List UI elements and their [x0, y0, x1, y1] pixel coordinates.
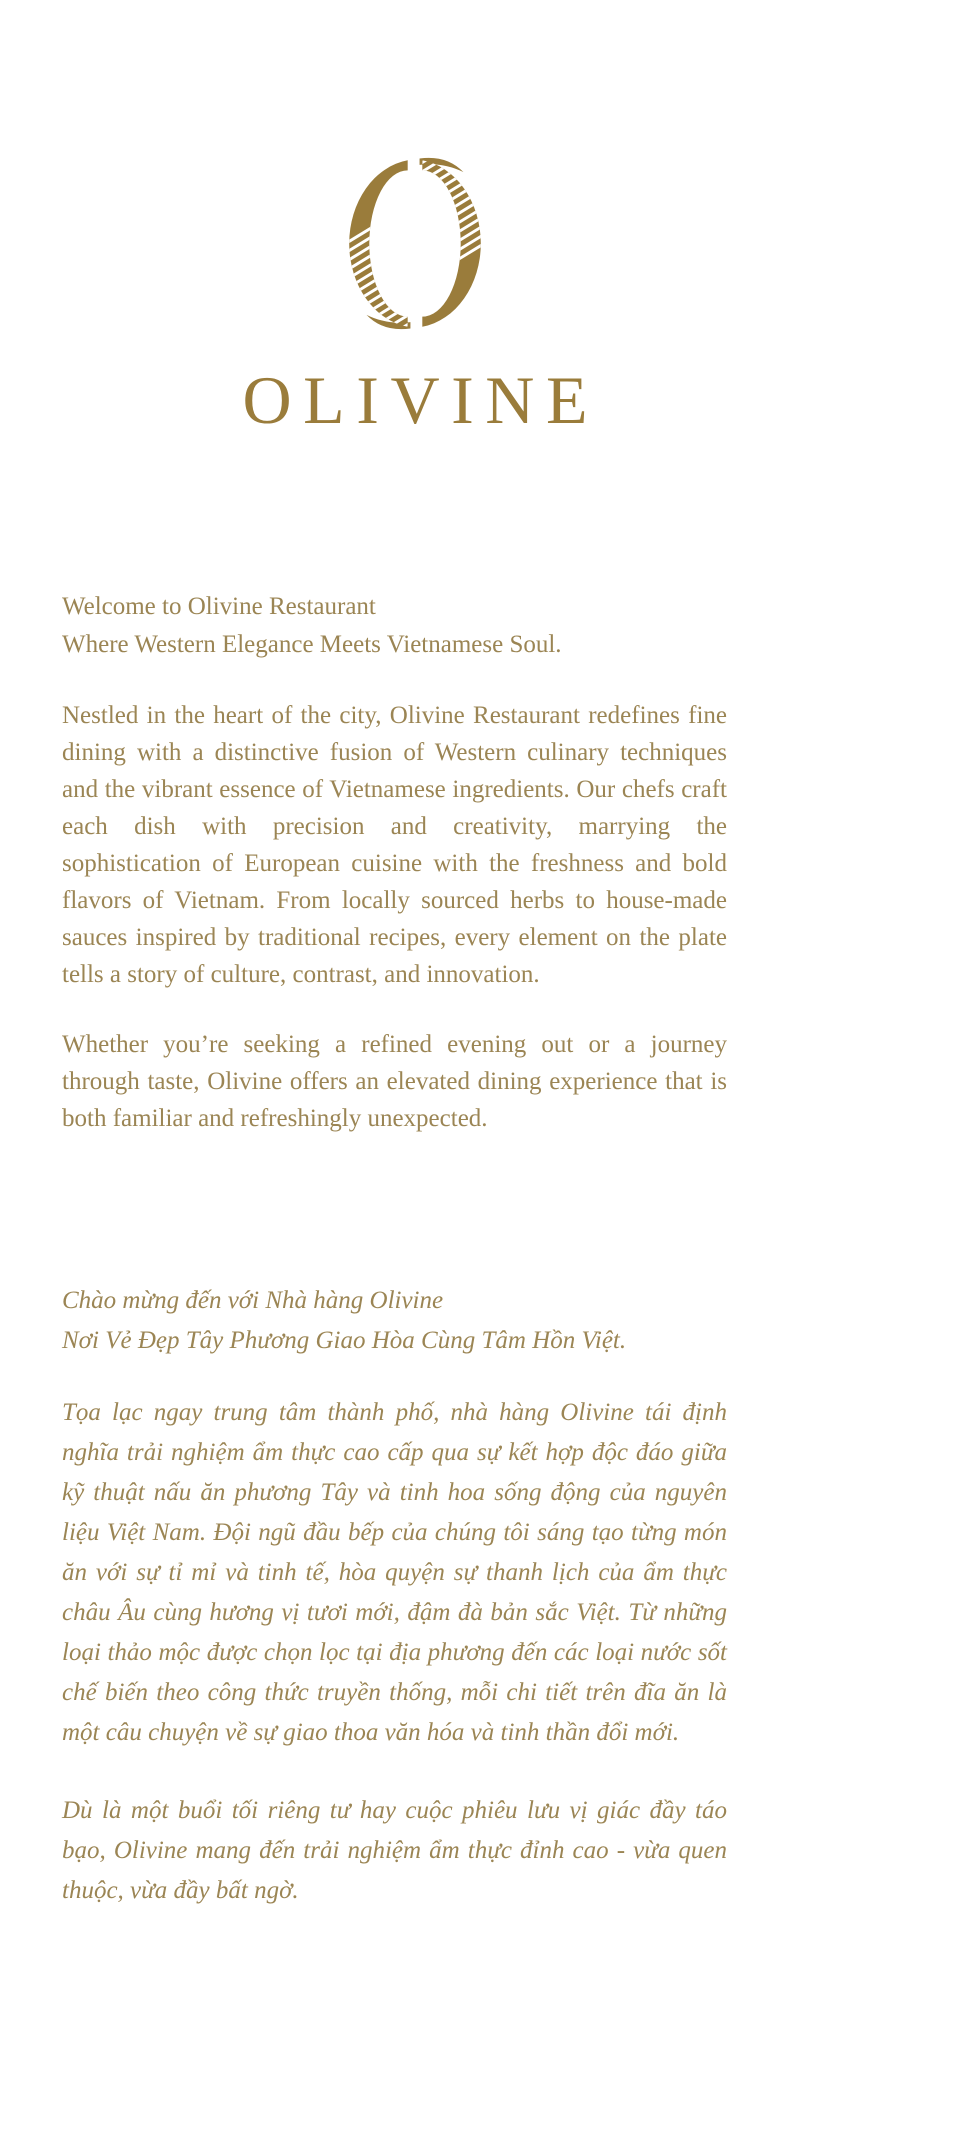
vietnamese-section — [62, 1137, 727, 1911]
english-heading-line2: Where Western Elegance Meets Vietnamese Soul. — [62, 631, 562, 658]
vietnamese-heading — [62, 1137, 727, 1361]
english-section — [62, 434, 727, 1137]
palm-frond-o-icon — [319, 152, 511, 335]
olivine-logo — [319, 152, 511, 335]
vietnamese-paragraph-1: Tọa lạc ngay trung tâm thành phố, nhà hàng Olivine tái định nghĩa trải nghiệm ẩm thực cao cấp qua sự kết hợp độc đáo giữa kỹ thuật nấu ăn phương Tây và tinh hoa sống động của nguyên liệu Việt Nam. Đội ngũ đầu bếp của chúng tôi sáng tạo từng món ăn với sự tỉ mỉ và tinh tế, hòa quyện sự thanh lịch của ẩm thực châu Âu cùng hương vị tươi mới, đậm đà bản sắc Việt. Từ những loại thảo mộc được chọn lọc tại địa phương đến các loại nước sốt chế biến theo công thức truyền thống, mỗi chi tiết trên đĩa ăn là một câu chuyện về sự giao thoa văn hóa và tinh thần đổi mới. — [62, 1399, 727, 1746]
intro-text-column — [62, 434, 727, 1911]
vietnamese-heading-line1: Chào mừng đến với Nhà hàng Olivine — [62, 1287, 444, 1314]
english-heading-line1: Welcome to Olivine Restaurant — [62, 593, 376, 620]
english-paragraph-1: Nestled in the heart of the city, Olivine Restaurant redefines fine dining with a distinctive fusion of Western culinary techniques and the vibrant essence of Vietnamese ingredients. Our chefs craft each dish with precision and creativity, marrying the sophistication of European cuisine with the freshness and bold flavors of Vietnam. From locally sourced herbs to house-made sauces inspired by traditional recipes, every element on the plate tells a story of culture, contrast, and innovation. — [62, 702, 727, 988]
english-heading — [62, 434, 727, 664]
brand-wordmark: OLIVINE — [242, 362, 600, 438]
vietnamese-paragraph-2: Dù là một buổi tối riêng tư hay cuộc phiêu lưu vị giác đầy táo bạo, Olivine mang đến trải nghiệm ẩm thực đỉnh cao - vừa quen thuộc, vừa đầy bất ngờ. — [62, 1797, 727, 1904]
english-paragraph-2: Whether you’re seeking a refined evening out or a journey through taste, Olivine offers an elevated dining experience that is both familiar and refreshingly unexpected. — [62, 1031, 727, 1132]
vietnamese-heading-line2: Nơi Vẻ Đẹp Tây Phương Giao Hòa Cùng Tâm Hồn Việt. — [62, 1327, 627, 1354]
brand-header — [90, 0, 740, 438]
